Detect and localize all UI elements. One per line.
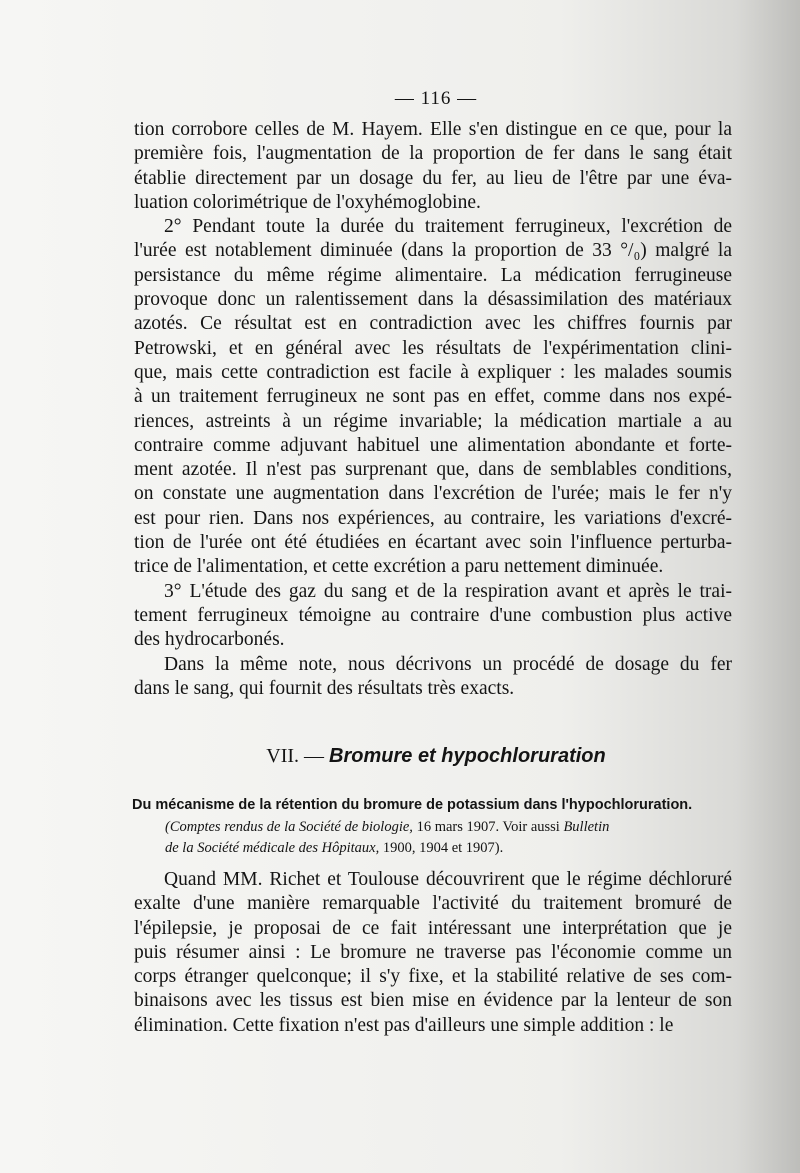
citation-society: de la Société médicale des Hôpitaux, bbox=[165, 840, 380, 856]
citation-date: 16 mars 1907. Voir aussi bbox=[412, 819, 564, 835]
text-line: première fois, l'augmentation de la proportion de fer dans le sang était bbox=[134, 143, 732, 165]
text-line: tion corrobore celles de M. Hayem. Elle s'en distingue en ce que, pour la bbox=[134, 119, 732, 140]
text-line: exalte d'une manière remarquable l'activité du traitement bromuré de bbox=[134, 893, 732, 915]
text-line: corps étranger quelconque; il s'y fixe, et la stabilité relative de ses com- bbox=[134, 966, 732, 988]
text-line: riences, astreints à un régime invariable; la médication martiale a au bbox=[134, 410, 732, 432]
text-line: on constate une augmentation dans l'excrétion de l'urée; mais le fer n'y bbox=[134, 483, 732, 505]
text-line: trice de l'alimentation, et cette excrétion a paru nettement diminuée. bbox=[134, 556, 664, 578]
text-line: tion de l'urée ont été étudiées en écartant avec soin l'influence perturba- bbox=[134, 532, 732, 554]
text-line: azotés. Ce résultat est en contradiction avec les chiffres fournis par bbox=[134, 313, 732, 335]
section-heading bbox=[0, 745, 800, 768]
text-line: est pour rien. Dans nos expériences, au contraire, les variations d'excré- bbox=[134, 507, 732, 529]
text-line: 2° Pendant toute la durée du traitement ferrugineux, l'excrétion de bbox=[164, 216, 732, 238]
article-citation bbox=[165, 817, 737, 859]
text-line: puis résumer ainsi : Le bromure ne traverse pas l'économie comme un bbox=[134, 941, 732, 963]
text-line: à un traitement ferrugineux ne sont pas en effet, comme dans nos expé- bbox=[134, 386, 732, 408]
text-line: l'épilepsie, je proposai de ce fait intéressant une interprétation que je bbox=[134, 917, 732, 939]
text-line: que, mais cette contradiction est facile à expliquer : les malades soumis bbox=[134, 361, 732, 383]
text-line: des hydrocarbonés. bbox=[134, 629, 285, 651]
section-title: Bromure et hypochloruration bbox=[329, 745, 606, 767]
text-line: persistance du même régime alimentaire. La médication ferrugineuse bbox=[134, 264, 732, 286]
text-line: ment azotée. Il n'est pas surprenant que, dans de semblables conditions, bbox=[134, 459, 732, 481]
text-line: élimination. Cette fixation n'est pas d'ailleurs une simple addition : le bbox=[134, 1014, 674, 1036]
text-line: dans le sang, qui fournit des résultats très exacts. bbox=[134, 677, 515, 699]
text-line: contraire comme adjuvant habituel une alimentation abondante et forte- bbox=[134, 434, 732, 456]
citation-years: 1900, 1904 et 1907). bbox=[379, 840, 504, 856]
citation-bulletin: Bulletin bbox=[563, 819, 610, 835]
text-line: Petrowski, et en général avec les résultats de l'expérimentation clini- bbox=[134, 337, 732, 359]
text-line: 3° L'étude des gaz du sang et de la respiration avant et après le trai- bbox=[164, 580, 732, 602]
article-title: Du mécanisme de la rétention du bromure de potassium dans l'hypochloruration. bbox=[132, 797, 693, 813]
citation-journal: (Comptes rendus de la Société de biologie, bbox=[165, 819, 413, 835]
section-number: VII. — bbox=[266, 745, 325, 767]
text-line: binaisons avec les tissus est bien mise en évidence par la lenteur de son bbox=[134, 990, 732, 1012]
text-line: l'urée est notablement diminuée (dans la proportion de 33 °/₀) malgré la bbox=[134, 240, 732, 262]
text-line: Quand MM. Richet et Toulouse découvrirent que le régime déchloruré bbox=[164, 869, 732, 890]
text-line: tement ferrugineux témoigne au contraire d'une combustion plus active bbox=[134, 604, 732, 626]
text-block-upper bbox=[134, 118, 732, 701]
text-line: provoque donc un ralentissement dans la désassimilation des matériaux bbox=[134, 289, 732, 311]
text-block-lower bbox=[134, 868, 732, 1038]
text-line: établie directement par un dosage du fer, au lieu de l'être par une éva- bbox=[134, 167, 732, 189]
text-line: luation colorimétrique de l'oxyhémoglobine. bbox=[134, 191, 481, 213]
text-line: Dans la même note, nous décrivons un procédé de dosage du fer bbox=[164, 653, 732, 675]
page-number: — 116 — bbox=[394, 88, 478, 109]
